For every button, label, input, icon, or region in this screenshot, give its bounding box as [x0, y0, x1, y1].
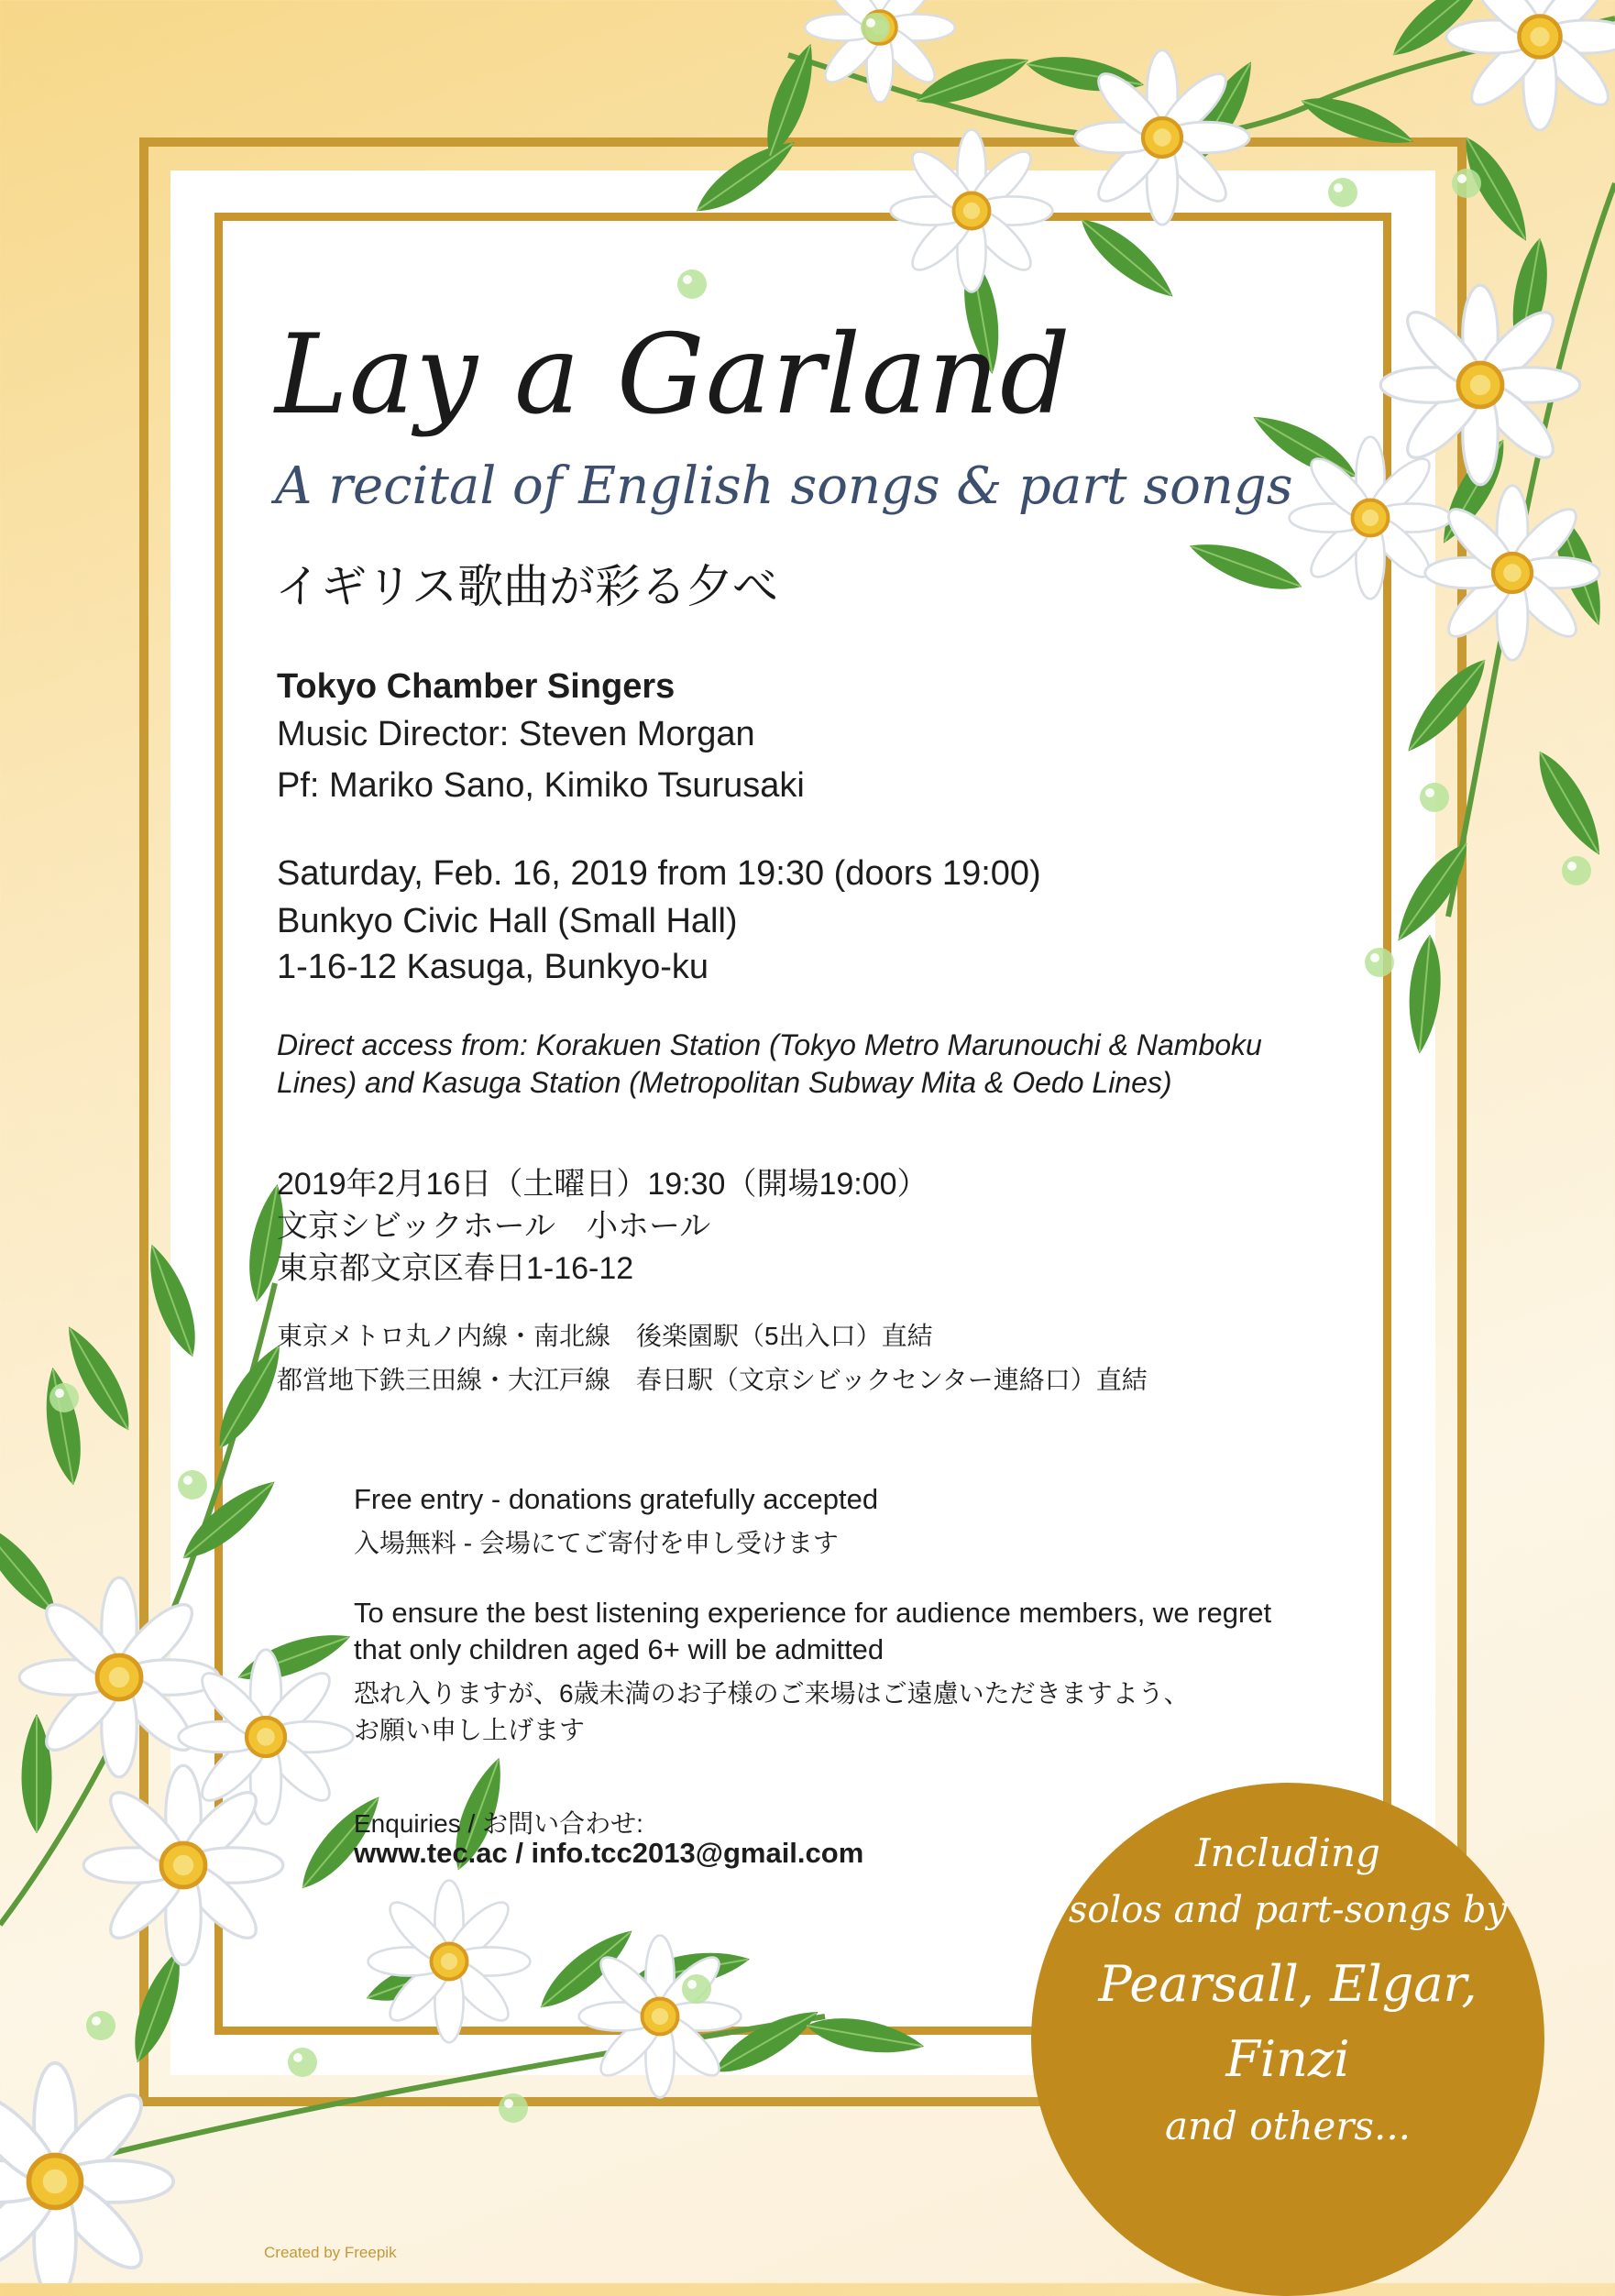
age-notice-en-line1: To ensure the best listening experience for audience members, we regret	[354, 1597, 1272, 1629]
age-notice-jp-line2: お願い申し上げます	[354, 1716, 586, 1744]
address-jp: 東京都文京区春日1-16-12	[277, 1251, 634, 1286]
badge-line-composers: Pearsall, Elgar,	[1098, 1955, 1478, 2013]
music-director: Music Director: Steven Morgan	[277, 715, 755, 753]
badge-line-solos: solos and part-songs by	[1068, 1889, 1508, 1931]
access-en-line1: Direct access from: Korakuen Station (Tokyo Metro Marunouchi & Namboku	[277, 1028, 1262, 1061]
image-credit: Created by Freepik	[264, 2244, 397, 2261]
pianists: Pf: Mariko Sano, Kimiko Tsurusaki	[277, 766, 805, 805]
free-entry-en: Free entry - donations gratefully accepted	[354, 1483, 879, 1515]
age-notice-en-line2: that only children aged 6+ will be admitted	[354, 1633, 884, 1665]
event-subtitle: A recital of English songs & part songs	[275, 456, 1293, 516]
contact-info[interactable]: www.tec.ac / info.tcc2013@gmail.com	[354, 1837, 864, 1869]
composers-badge	[1031, 1783, 1544, 2296]
address-en: 1-16-12 Kasuga, Bunkyo-ku	[277, 948, 709, 986]
access-jp-line2: 都営地下鉄三田線・大江戸線 春日駅（文京シビックセンター連絡口）直結	[277, 1366, 1148, 1394]
badge-line-finzi: Finzi	[1225, 2030, 1350, 2088]
badge-line-others: and others...	[1164, 2104, 1412, 2148]
badge-line-including: Including	[1195, 1830, 1380, 1875]
venue-jp: 文京シビックホール 小ホール	[277, 1209, 711, 1244]
enquiries-label: Enquiries / お問い合わせ:	[354, 1809, 643, 1838]
event-date-en: Saturday, Feb. 16, 2019 from 19:30 (doors 19:00)	[277, 854, 1041, 893]
access-en-line2: Lines) and Kasuga Station (Metropolitan Subway Mita & Oedo Lines)	[277, 1066, 1172, 1099]
choir-name: Tokyo Chamber Singers	[277, 667, 676, 706]
event-subtitle-jp: イギリス歌曲が彩る夕べ	[275, 561, 778, 612]
venue-en: Bunkyo Civic Hall (Small Hall)	[277, 902, 738, 940]
access-jp-line1: 東京メトロ丸ノ内線・南北線 後楽園駅（5出入口）直結	[277, 1322, 933, 1350]
age-notice-jp-line1: 恐れ入りますが、6歳未満のお子様のご来場はご遠慮いただきますよう、	[354, 1679, 1190, 1708]
free-entry-jp: 入場無料 - 会場にてご寄付を申し受けます	[354, 1529, 839, 1557]
event-title: Lay a Garland	[275, 312, 1071, 439]
event-date-jp: 2019年2月16日（土曜日）19:30（開場19:00）	[277, 1167, 928, 1202]
